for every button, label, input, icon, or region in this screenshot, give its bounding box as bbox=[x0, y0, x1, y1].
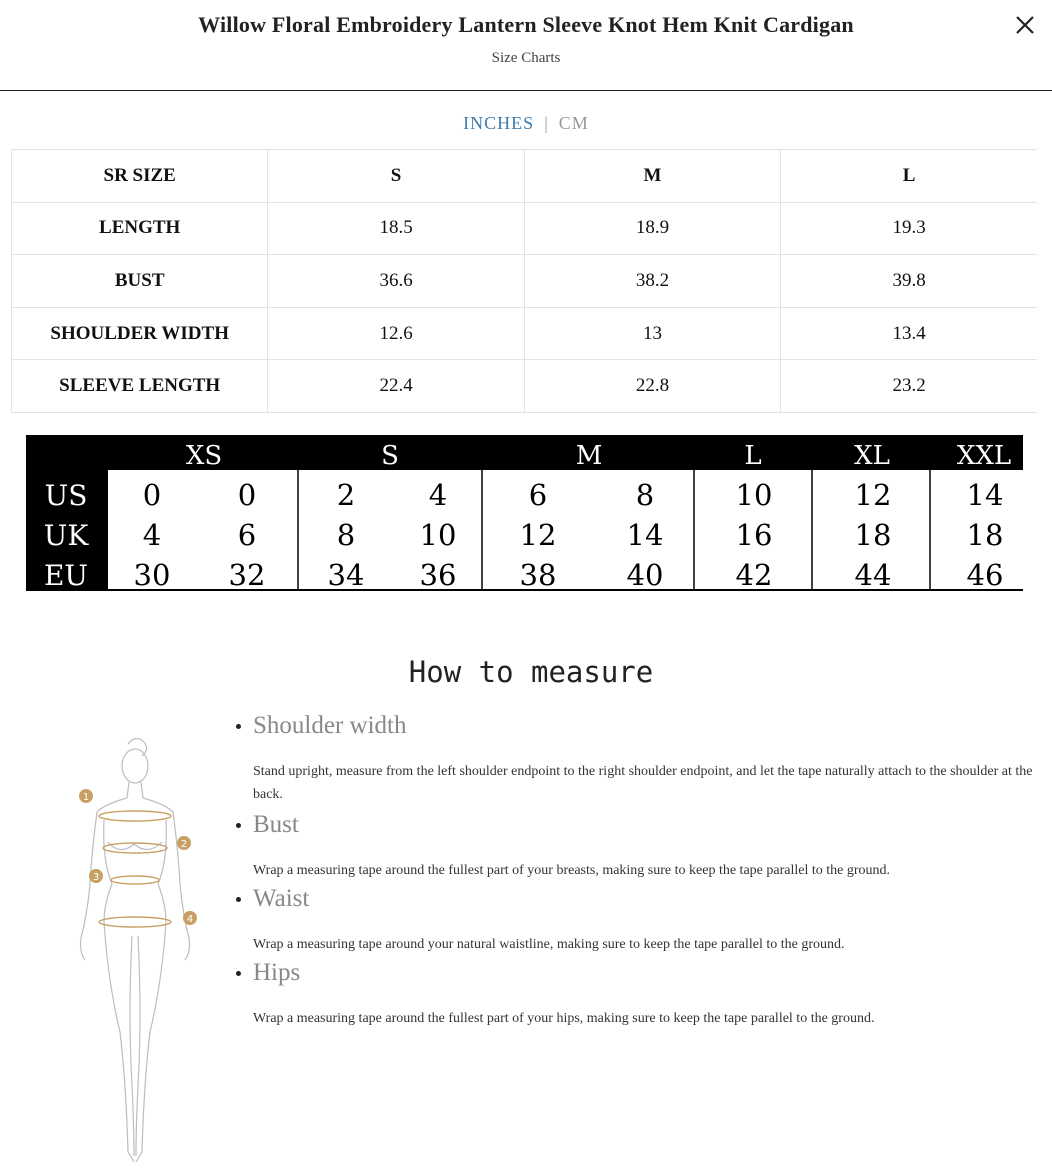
close-icon bbox=[1010, 10, 1040, 40]
eu-value: 30 bbox=[133, 558, 171, 591]
unit-toggle bbox=[0, 113, 1052, 134]
table-cell: 38.2 bbox=[524, 255, 780, 308]
us-value: 12 bbox=[854, 478, 892, 512]
bullet-icon bbox=[236, 971, 241, 976]
waist-band bbox=[111, 876, 159, 884]
body-figure-illustration bbox=[70, 730, 220, 1170]
eu-value: 40 bbox=[626, 558, 664, 591]
table-cell: 18.5 bbox=[268, 202, 524, 255]
shoulder-band bbox=[99, 811, 171, 821]
eu-value: 42 bbox=[735, 558, 773, 591]
row-label-length: LENGTH bbox=[12, 202, 268, 255]
measure-bands bbox=[99, 811, 171, 927]
us-value: 0 bbox=[237, 478, 257, 512]
intl-size-m: M bbox=[575, 441, 603, 471]
size-table bbox=[11, 149, 1037, 413]
table-cell: 19.3 bbox=[781, 202, 1037, 255]
intl-size-s: S bbox=[381, 441, 399, 471]
measure-heading: Waist bbox=[253, 885, 310, 912]
intl-size-l: L bbox=[744, 441, 762, 471]
uk-value: 10 bbox=[419, 518, 457, 552]
region-eu: EU bbox=[43, 559, 89, 591]
unit-separator: | bbox=[544, 113, 549, 133]
bullet-icon bbox=[236, 823, 241, 828]
table-row bbox=[12, 307, 1038, 360]
svg-text:3: 3 bbox=[92, 872, 100, 883]
svg-text:1: 1 bbox=[82, 792, 90, 803]
product-title: Willow Floral Embroidery Lantern Sleeve Knot Hem Knit Cardigan bbox=[198, 12, 854, 37]
measure-item-bust bbox=[236, 811, 1036, 882]
modal-header bbox=[0, 0, 1052, 91]
table-cell: 18.9 bbox=[524, 202, 780, 255]
uk-value: 18 bbox=[966, 518, 1004, 552]
eu-value: 36 bbox=[419, 558, 457, 591]
uk-value: 18 bbox=[854, 518, 892, 552]
us-value: 8 bbox=[635, 478, 655, 512]
uk-value: 4 bbox=[142, 518, 162, 552]
marker-4 bbox=[183, 911, 197, 925]
measure-item-shoulder-width bbox=[236, 712, 1036, 806]
table-cell: 22.4 bbox=[268, 360, 524, 413]
header-sr-size: SR SIZE bbox=[12, 150, 268, 203]
intl-size-xl: XL bbox=[854, 441, 890, 471]
measure-description: Stand upright, measure from the left shoulder endpoint to the right shoulder endpoint, and let the tape naturally attach to the shoulder at the back. bbox=[253, 764, 1033, 802]
header-size-l: L bbox=[781, 150, 1037, 203]
eu-value: 32 bbox=[228, 558, 266, 591]
international-size-chart bbox=[26, 435, 1023, 591]
size-table-header-row bbox=[12, 150, 1038, 203]
eu-value: 44 bbox=[854, 558, 892, 591]
eu-value: 34 bbox=[327, 558, 365, 591]
us-value: 10 bbox=[735, 478, 773, 512]
table-cell: 36.6 bbox=[268, 255, 524, 308]
table-cell: 13 bbox=[524, 307, 780, 360]
measure-item-hips bbox=[236, 959, 1036, 1030]
uk-value: 14 bbox=[626, 518, 664, 552]
table-row bbox=[12, 360, 1038, 413]
bullet-icon bbox=[236, 897, 241, 902]
row-label-sleeve-length: SLEEVE LENGTH bbox=[12, 360, 268, 413]
region-uk: UK bbox=[43, 519, 89, 552]
us-value: 2 bbox=[336, 478, 356, 512]
table-row bbox=[12, 255, 1038, 308]
bullet-icon bbox=[236, 724, 241, 729]
measure-description: Wrap a measuring tape around the fullest part of your hips, making sure to keep the tape parallel to the ground. bbox=[253, 1011, 875, 1026]
eu-value: 38 bbox=[519, 558, 557, 591]
intl-size-xs: XS bbox=[185, 441, 223, 471]
us-value: 14 bbox=[966, 478, 1004, 512]
uk-value: 8 bbox=[336, 518, 356, 552]
svg-text:4: 4 bbox=[186, 914, 194, 925]
how-to-measure-title: How to measure bbox=[408, 655, 654, 689]
eu-value: 46 bbox=[966, 558, 1004, 591]
us-value: 0 bbox=[142, 478, 162, 512]
uk-value: 6 bbox=[237, 518, 257, 552]
unit-cm-tab[interactable]: CM bbox=[558, 113, 589, 133]
measure-heading: Shoulder width bbox=[253, 712, 407, 739]
us-value: 4 bbox=[428, 478, 448, 512]
measure-heading: Hips bbox=[253, 959, 301, 986]
svg-text:2: 2 bbox=[180, 839, 188, 850]
table-cell: 12.6 bbox=[268, 307, 524, 360]
row-label-shoulder-width: SHOULDER WIDTH bbox=[12, 307, 268, 360]
marker-2 bbox=[177, 836, 191, 850]
size-charts-subtitle: Size Charts bbox=[491, 50, 561, 66]
close-button[interactable] bbox=[1010, 10, 1040, 40]
us-value: 6 bbox=[528, 478, 548, 512]
header-size-m: M bbox=[524, 150, 780, 203]
region-us: US bbox=[44, 479, 88, 512]
figure-outline bbox=[81, 738, 190, 1162]
hips-band bbox=[99, 917, 171, 927]
unit-inches-tab[interactable]: INCHES bbox=[463, 113, 535, 133]
measure-description: Wrap a measuring tape around your natural waistline, making sure to keep the tape parallel to the ground. bbox=[253, 937, 845, 952]
row-label-bust: BUST bbox=[12, 255, 268, 308]
measure-item-waist bbox=[236, 885, 1036, 956]
table-cell: 22.8 bbox=[524, 360, 780, 413]
table-cell: 39.8 bbox=[781, 255, 1037, 308]
uk-value: 12 bbox=[519, 518, 557, 552]
measure-description: Wrap a measuring tape around the fullest part of your breasts, making sure to keep the tape parallel to the ground. bbox=[253, 863, 890, 878]
intl-size-xxl: XXL bbox=[956, 441, 1012, 471]
header-size-s: S bbox=[268, 150, 524, 203]
table-cell: 23.2 bbox=[781, 360, 1037, 413]
marker-1 bbox=[79, 789, 93, 803]
measure-heading: Bust bbox=[253, 811, 299, 838]
marker-3 bbox=[89, 869, 103, 883]
table-cell: 13.4 bbox=[781, 307, 1037, 360]
table-row bbox=[12, 202, 1038, 255]
uk-value: 16 bbox=[735, 518, 773, 552]
